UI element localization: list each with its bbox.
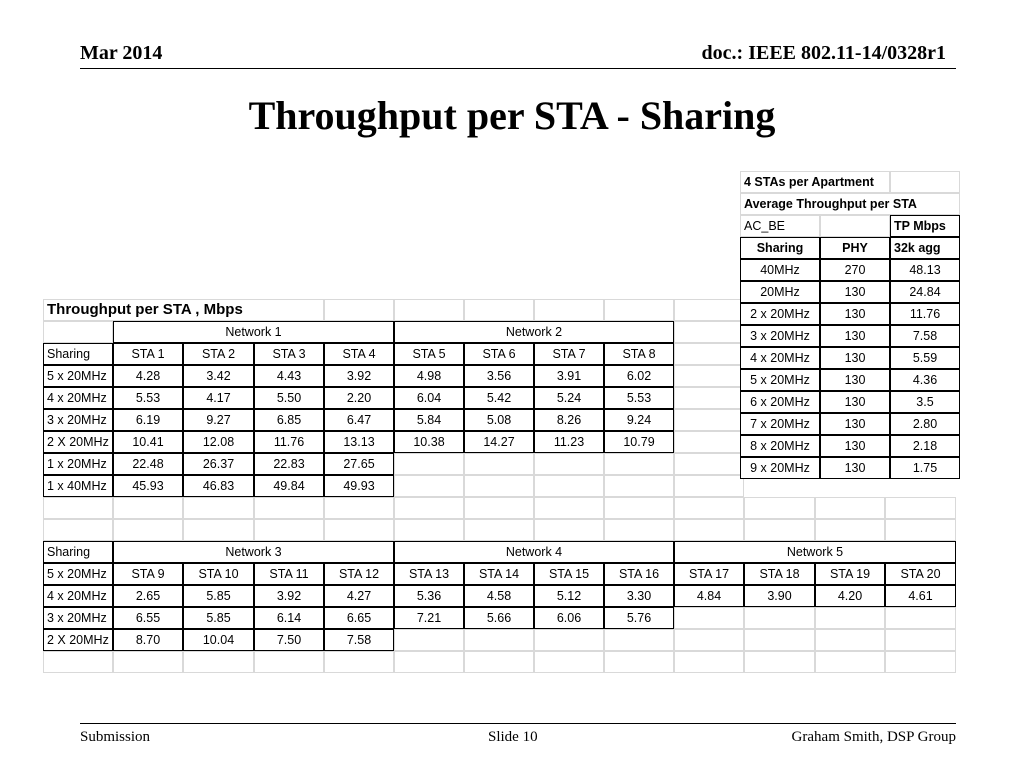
table2-cell[interactable]: 4.20 [815,585,885,607]
sheet-cell[interactable] [885,607,956,629]
sheet-cell[interactable] [394,629,464,651]
table1-cell[interactable]: 11.23 [534,431,604,453]
table1-cell[interactable]: 12.08 [183,431,254,453]
sheet-cell[interactable] [464,299,534,321]
table1-cell[interactable]: 13.13 [324,431,394,453]
table1-cell[interactable]: 2.20 [324,387,394,409]
table1-cell[interactable]: 5.84 [394,409,464,431]
table2-cell[interactable]: 7.21 [394,607,464,629]
sheet-cell[interactable] [674,431,744,453]
table1-cell[interactable]: 3.56 [464,365,534,387]
table1-cell[interactable]: 5.53 [604,387,674,409]
apartment-tp-header[interactable]: TP Mbps [890,215,960,237]
table2-cell[interactable]: 4.84 [674,585,744,607]
footer-divider [80,723,956,724]
sheet-cell[interactable] [674,409,744,431]
sheet-cell[interactable] [464,475,534,497]
table1-cell[interactable]: 3 x 20MHz [43,409,113,431]
table1-cell[interactable]: 3.42 [183,365,254,387]
table1-cell[interactable]: 27.65 [324,453,394,475]
sheet-cell[interactable] [820,215,890,237]
table2-cell[interactable]: 3.90 [744,585,815,607]
table2-cell[interactable]: STA 11 [254,563,324,585]
apartment-cell[interactable]: 5 x 20MHz [740,369,820,391]
network-1-header[interactable]: Network 1 [113,321,394,343]
sheet-cell[interactable] [43,321,113,343]
table1-cell[interactable]: 10.79 [604,431,674,453]
table1-cell[interactable]: 22.83 [254,453,324,475]
table2-cell[interactable]: 5.85 [183,607,254,629]
table1-cell[interactable]: 6.04 [394,387,464,409]
sheet-cell[interactable] [254,651,324,673]
sheet-cell[interactable] [815,519,885,541]
table2-cell[interactable]: 7.58 [324,629,394,651]
sheet-cell[interactable] [674,475,744,497]
sheet-cell[interactable] [534,629,604,651]
apartment-cell[interactable]: 1.75 [890,457,960,479]
table1-cell[interactable]: 9.27 [183,409,254,431]
apartment-cell[interactable]: 4.36 [890,369,960,391]
apartment-cell[interactable]: 24.84 [890,281,960,303]
table1-cell[interactable]: 10.38 [394,431,464,453]
apartment-cell[interactable]: 3 x 20MHz [740,325,820,347]
table2-cell[interactable]: 5.66 [464,607,534,629]
sheet-cell[interactable] [885,651,956,673]
apartment-cell[interactable]: 7 x 20MHz [740,413,820,435]
sheet-cell[interactable] [604,453,674,475]
table2-cell[interactable]: 4 x 20MHz [43,585,113,607]
sheet-cell[interactable] [324,497,394,519]
footer-slide-number: Slide 10 [488,729,538,745]
sheet-cell[interactable] [43,651,113,673]
table2-cell[interactable]: 3.30 [604,585,674,607]
apartment-title[interactable]: 4 STAs per Apartment [740,171,890,193]
table2-cell[interactable]: STA 12 [324,563,394,585]
apartment-cell[interactable]: 3.5 [890,391,960,413]
sheet-cell[interactable] [604,519,674,541]
table2-cell[interactable]: STA 18 [744,563,815,585]
table1-cell[interactable]: 49.93 [324,475,394,497]
apartment-cell[interactable]: 130 [820,435,890,457]
sheet-cell[interactable] [324,299,394,321]
table2-cell[interactable]: STA 13 [394,563,464,585]
sheet-cell[interactable] [815,607,885,629]
table1-cell[interactable]: 4.98 [394,365,464,387]
sheet-cell[interactable] [183,519,254,541]
table1-cell[interactable]: 4.28 [113,365,183,387]
apartment-cell[interactable]: 9 x 20MHz [740,457,820,479]
table2-cell[interactable]: STA 9 [113,563,183,585]
sheet-cell[interactable] [744,651,815,673]
sheet-cell[interactable] [604,299,674,321]
sheet-cell[interactable] [744,497,815,519]
table2-cell[interactable]: STA 14 [464,563,534,585]
header-date: Mar 2014 [80,42,163,64]
table2-cell[interactable]: 2.65 [113,585,183,607]
sheet-cell[interactable] [464,651,534,673]
sheet-cell[interactable] [113,519,183,541]
sheet-cell[interactable] [815,629,885,651]
sheet-cell[interactable] [815,651,885,673]
table1-column-header[interactable]: Sharing [43,343,113,365]
sheet-cell[interactable] [674,321,744,343]
table2-cell[interactable]: 6.06 [534,607,604,629]
table1-cell[interactable]: 49.84 [254,475,324,497]
sheet-cell[interactable] [674,365,744,387]
table1-cell[interactable]: 1 x 40MHz [43,475,113,497]
sheet-cell[interactable] [324,651,394,673]
table1-cell[interactable]: 1 x 20MHz [43,453,113,475]
apartment-cell[interactable]: 130 [820,457,890,479]
table2-cell[interactable]: 5.12 [534,585,604,607]
network-5-header[interactable]: Network 5 [674,541,956,563]
table1-cell[interactable]: 45.93 [113,475,183,497]
table1-title[interactable]: Throughput per STA , Mbps [43,299,324,321]
sheet-cell[interactable] [464,519,534,541]
table2-cell[interactable]: 3.92 [254,585,324,607]
network-2-header[interactable]: Network 2 [394,321,674,343]
sheet-cell[interactable] [744,519,815,541]
table1-cell[interactable]: 6.19 [113,409,183,431]
table2-cell[interactable]: 6.65 [324,607,394,629]
sheet-cell[interactable] [534,453,604,475]
sheet-cell[interactable] [604,651,674,673]
table2-cell[interactable]: 7.50 [254,629,324,651]
apartment-cell[interactable]: 11.76 [890,303,960,325]
table1-cell[interactable]: 6.02 [604,365,674,387]
sheet-cell[interactable] [815,497,885,519]
apartment-cell[interactable]: 7.58 [890,325,960,347]
table2-cell[interactable]: 8.70 [113,629,183,651]
table2-cell[interactable]: 2 X 20MHz [43,629,113,651]
sheet-cell[interactable] [885,519,956,541]
table1-cell[interactable]: 46.83 [183,475,254,497]
table1-cell[interactable]: 4 x 20MHz [43,387,113,409]
sheet-cell[interactable] [604,475,674,497]
sheet-cell[interactable] [43,497,113,519]
apartment-cell[interactable]: 6 x 20MHz [740,391,820,413]
apartment-cell[interactable]: 8 x 20MHz [740,435,820,457]
table2-cell[interactable]: STA 20 [885,563,956,585]
apartment-cell[interactable]: 40MHz [740,259,820,281]
apartment-cell[interactable]: 2 x 20MHz [740,303,820,325]
apartment-agg-header[interactable]: 32k agg [890,237,960,259]
sheet-cell[interactable] [744,629,815,651]
table1-cell[interactable]: 5.42 [464,387,534,409]
table1-cell[interactable]: 3.92 [324,365,394,387]
sheet-cell[interactable] [254,519,324,541]
sheet-cell[interactable] [674,387,744,409]
sheet-cell[interactable] [394,475,464,497]
table1-cell[interactable]: 5.50 [254,387,324,409]
footer-author: Graham Smith, DSP Group [791,729,956,745]
apartment-cell[interactable]: 270 [820,259,890,281]
slide-title: Throughput per STA - Sharing [248,93,776,138]
table1-column-header[interactable]: STA 3 [254,343,324,365]
sheet-cell[interactable] [113,497,183,519]
table2-cell[interactable]: 5.85 [183,585,254,607]
sheet-cell[interactable] [744,607,815,629]
sheet-cell[interactable] [394,299,464,321]
table1-cell[interactable]: 2 X 20MHz [43,431,113,453]
table1-column-header[interactable]: STA 6 [464,343,534,365]
sheet-cell[interactable] [604,629,674,651]
table2-cell[interactable]: STA 17 [674,563,744,585]
sheet-cell[interactable] [674,299,744,321]
sheet-cell[interactable] [183,651,254,673]
sheet-cell[interactable] [604,497,674,519]
table1-cell[interactable]: 5 x 20MHz [43,365,113,387]
apartment-subtitle[interactable]: Average Throughput per STA [740,193,960,215]
sheet-cell[interactable] [394,453,464,475]
table1-cell[interactable]: 26.37 [183,453,254,475]
sheet-cell[interactable] [324,519,394,541]
table1-column-header[interactable]: STA 1 [113,343,183,365]
apartment-ac-label[interactable]: AC_BE [740,215,820,237]
table2-cell[interactable]: 5 x 20MHz [43,563,113,585]
sheet-cell[interactable] [464,453,534,475]
table1-column-header[interactable]: STA 2 [183,343,254,365]
apartment-cell[interactable]: 5.59 [890,347,960,369]
sheet-cell[interactable] [464,629,534,651]
table2-cell[interactable]: STA 10 [183,563,254,585]
table2-cell[interactable]: 5.76 [604,607,674,629]
apartment-cell[interactable]: 130 [820,369,890,391]
table1-cell[interactable]: 9.24 [604,409,674,431]
sheet-cell[interactable] [534,497,604,519]
network-3-header[interactable]: Network 3 [113,541,394,563]
table2-cell[interactable]: 6.55 [113,607,183,629]
sheet-cell[interactable] [464,497,534,519]
sheet-cell[interactable] [674,651,744,673]
table2-cell[interactable]: STA 15 [534,563,604,585]
table1-cell[interactable]: 5.24 [534,387,604,409]
apartment-cell[interactable]: 20MHz [740,281,820,303]
sheet-cell[interactable] [534,299,604,321]
apartment-cell[interactable]: 4 x 20MHz [740,347,820,369]
sheet-cell[interactable] [113,651,183,673]
apartment-cell[interactable]: 48.13 [890,259,960,281]
sheet-cell[interactable] [885,629,956,651]
table1-column-header[interactable]: STA 4 [324,343,394,365]
table2-cell[interactable]: 4.61 [885,585,956,607]
table1-column-header[interactable]: STA 7 [534,343,604,365]
table1-cell[interactable]: 5.08 [464,409,534,431]
apartment-cell[interactable]: 130 [820,347,890,369]
sheet-cell[interactable] [394,497,464,519]
table2-cell[interactable]: 6.14 [254,607,324,629]
footer-submission: Submission [80,729,151,745]
table2-cell[interactable]: 5.36 [394,585,464,607]
table2-cell[interactable]: 4.27 [324,585,394,607]
table2-cell[interactable]: 4.58 [464,585,534,607]
sheet-cell[interactable] [674,629,744,651]
table1-cell[interactable]: 4.17 [183,387,254,409]
table1-cell[interactable]: 22.48 [113,453,183,475]
header-doc-id: doc.: IEEE 802.11-14/0328r1 [701,42,946,64]
apartment-cell[interactable]: 2.80 [890,413,960,435]
table1-cell[interactable]: 8.26 [534,409,604,431]
table2-cell[interactable]: 3 x 20MHz [43,607,113,629]
apartment-cell[interactable]: 2.18 [890,435,960,457]
table1-cell[interactable]: 3.91 [534,365,604,387]
sheet-cell[interactable] [674,497,744,519]
sheet-cell[interactable] [674,453,744,475]
table2-sharing-header[interactable]: Sharing [43,541,113,563]
table1-column-header[interactable]: STA 5 [394,343,464,365]
apartment-cell[interactable]: 130 [820,391,890,413]
table1-cell[interactable]: 5.53 [113,387,183,409]
table1-column-header[interactable]: STA 8 [604,343,674,365]
table1-cell[interactable]: 10.41 [113,431,183,453]
network-4-header[interactable]: Network 4 [394,541,674,563]
table2-cell[interactable]: 10.04 [183,629,254,651]
sheet-cell[interactable] [674,343,744,365]
table1-cell[interactable]: 4.43 [254,365,324,387]
apartment-cell[interactable]: 130 [820,413,890,435]
sheet-cell[interactable] [534,475,604,497]
table1-cell[interactable]: 14.27 [464,431,534,453]
apartment-sharing-header[interactable]: Sharing [740,237,820,259]
table1-cell[interactable]: 6.47 [324,409,394,431]
apartment-cell[interactable]: 130 [820,325,890,347]
sheet-cell[interactable] [534,519,604,541]
sheet-cell[interactable] [183,497,254,519]
sheet-cell[interactable] [43,519,113,541]
sheet-cell[interactable] [885,497,956,519]
sheet-cell[interactable] [394,651,464,673]
sheet-cell[interactable] [674,519,744,541]
table1-cell[interactable]: 6.85 [254,409,324,431]
sheet-cell[interactable] [534,651,604,673]
table1-cell[interactable]: 11.76 [254,431,324,453]
apartment-cell[interactable]: 130 [820,303,890,325]
apartment-cell[interactable]: 130 [820,281,890,303]
apartment-phy-header[interactable]: PHY [820,237,890,259]
sheet-cell[interactable] [394,519,464,541]
table2-cell[interactable]: STA 19 [815,563,885,585]
sheet-cell[interactable] [890,171,960,193]
sheet-cell[interactable] [674,607,744,629]
sheet-cell[interactable] [254,497,324,519]
table2-cell[interactable]: STA 16 [604,563,674,585]
header-divider [80,68,956,69]
